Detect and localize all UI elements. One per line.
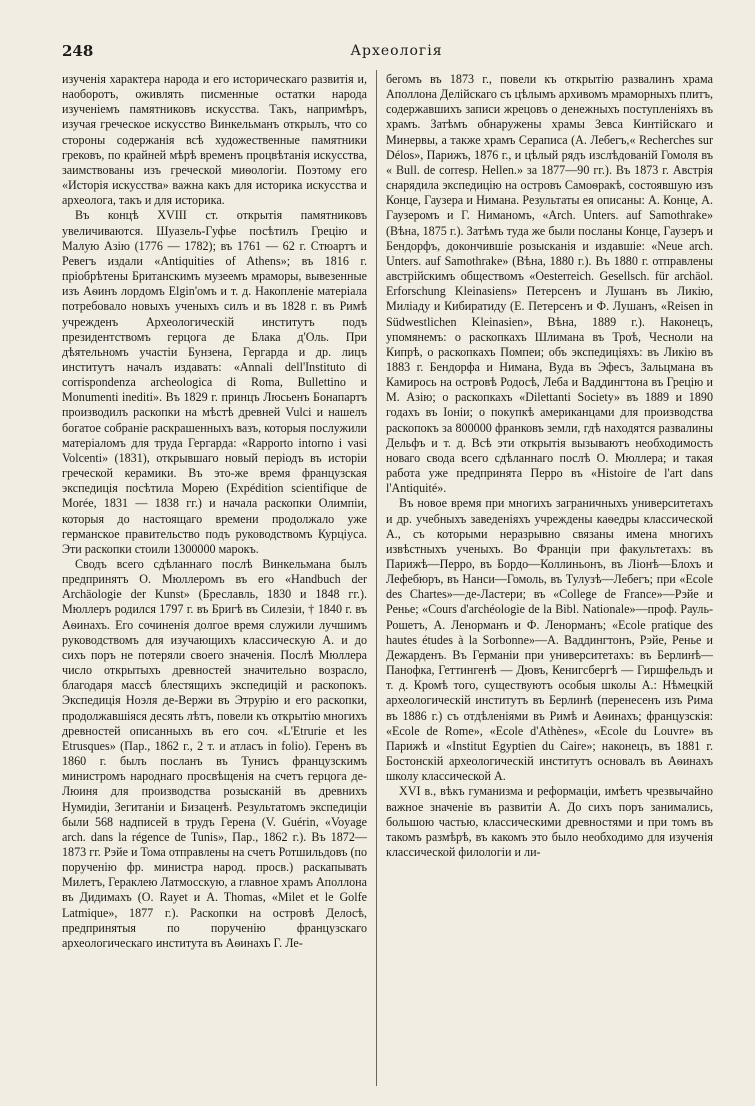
page-header bbox=[62, 42, 731, 64]
paragraph: Сводъ всего сдѣланнаго послѣ Винкельмана былъ предпринятъ О. Мюллеромъ въ его «Handbuch der Archäologie der Kunst» (Бреславль, 1830 и 1848 гг.). Мюллеръ родился 1797 г. въ Бригѣ въ Силезіи, † 1840 г. въ Аѳинахъ. Его сочиненія долгое время служили лучшимъ руководствомъ для изучающихъ классическую А. и до сихъ поръ не потеряли своего значенія. Послѣ Мюллера число открытыхъ древностей значительно возрасло, благодаря массѣ блестящихъ экспедицій и раскопокъ. Экспедиція Ноэля де-Вержи въ Этрурію и его раскопки, продолжавшіяся десять лѣтъ, повели къ открытію многихъ древностей описанныхъ въ его соч. «L'Etrurie et les Etrusques» (Пар., 1862 г., 2 т. и атласъ in folio). Геренъ въ 1860 г. былъ посланъ въ Тунисъ французскимъ министромъ народнаго просвѣщенія на счетъ герцога де-Люиня для производства розысканій въ древнихъ Нумидіи, Зегитаніи и Бизаценѣ. Результатомъ экспедиціи были 568 надписей в трудъ Герена (V. Guérin, «Voyage arch. dans la régence de Tunis», Пар., 1862 г.). Въ 1872—1873 гг. Рэйе и Тома отправлены на счетъ Ротшильдовъ (по порученію фр. министра народ. просв.) раскапывать Милетъ, Гераклею Латмосскую, а главное храмъ Аполлона въ Дидимахъ (O. Rayet и A. Thomas, «Milet et le Golfe Latmique», 1877 г.). Раскопки на островѣ Делосѣ, предпринятыя по порученію французскаго археологическаго института въ Аѳинахъ Г. Ле- bbox=[62, 557, 367, 950]
page-number: 248 bbox=[62, 42, 94, 60]
left-column bbox=[62, 72, 367, 1084]
paragraph: Въ новое время при многихъ заграничныхъ университетахъ и др. учебныхъ заведеніяхъ учреждены каѳедры классической А., съ которыми неразрывно связаны имена многихъ извѣстныхъ ученыхъ. Во Франціи при факультетахъ: въ Парижѣ—Перро, въ Бордо—Коллиньонъ, въ Ліонѣ—Блохъ и Лефебюръ, въ Нанси—Гомоль, въ Тулузѣ—Лебегъ; при «Ecole des Chartes»—де-Ластери; въ «College de France»—Рэйе и Ренье; «Cours d'archéologie de la Bibl. Nationale»—проф. Рауль-Рошетъ, А. Ленорманъ и Ф. Ленорманъ; «Ecole pratique des hautes études à la Sorbonne»—А. Ваддингтонъ, Рэйе, Ренье и Дежарденъ. Въ Германіи при университетахъ: въ Берлинѣ—Панофка, Геттингенѣ — Дювъ, Кенигсбергѣ — Гиршфельдъ и т. д. Кромѣ того, существуютъ особыя школы А.: Нѣмецкій археологическій институтъ въ Берлинѣ (перенесенъ изъ Рима въ 1886 г.) съ отдѣленіями въ Римѣ и Аѳинахъ; французскія: «Ecole de Rome», «Ecole d'Athènes», «Ecole du Louvre» въ Парижѣ и «Institut Egyptien du Caire»; наконецъ, въ 1881 г. Бостонскій археологическій институтъ основалъ въ Аѳинахъ школу классической А. bbox=[386, 496, 713, 784]
paragraph: изученія характера народа и его историческаго развитія и, наоборотъ, оживлять писменные остатки народа изученіемъ памятниковъ искусства. Такъ, напримѣръ, изучая греческое искусство Винкельманъ открылъ, что со стороны содержанія всѣ художественные памятники грековъ, по крайней мѣрѣ временъ процвѣтанія искусства, заимствованы изъ греческой миѳологіи. Поэтому его «Исторія искусства» важна какъ для историка искусства и археолога, такъ и для историка. bbox=[62, 72, 367, 208]
column-divider bbox=[376, 70, 377, 1086]
paragraph: XVI в., вѣкъ гуманизма и реформаціи, имѣетъ чрезвычайно важное значеніе въ развитіи А. До сихъ поръ занимались, большою частью, классическими древностями и при томъ въ такомъ размѣрѣ, въ какомъ это было необходимо для изученія классической филологіи и ли- bbox=[386, 784, 713, 859]
running-title: Археологія bbox=[350, 43, 443, 59]
paragraph: Въ концѣ XVIII ст. открытія памятниковъ увеличиваются. Шуазель-Гуфье посѣтилъ Грецію и Малую Азію (1776 — 1782); въ 1761 — 62 г. Стюартъ и Ревегъ издали «Antiquities of Athens»; въ 1816 г. пріобрѣтены Британскимъ музеемъ мраморы, вывезенные изъ Аѳинъ лордомъ Elgin'омъ и т. д. Накопленіе матеріала потребовало новыхъ ученыхъ силъ и въ 1828 г. въ Римѣ учрежденъ Археологическій институтъ подъ президентствомъ герцога де Блака д'Оль. При дѣятельномъ участіи Бунзена, Гергарда и др. лицъ институтъ началъ издавать: «Annali dell'Instituto di corrispondenza archeologica di Roma, Bullettino и Monumenti inediti». Въ 1829 г. принцъ Люсьенъ Бонапартъ производилъ раскопки на мѣстѣ древней Vulci и нашелъ богатое собраніе раскрашенныхъ вазъ, которыя послужили матеріаломъ для труда Гергарда: «Rapporto intorno i vasi Volcenti» (1831), открывшаго новый періодъ въ исторіи греческой керамики. Въ это-же время французская экспедиція посѣтила Морею (Expédition scientifique de Morée, 1831 — 1838 гг.) и начала раскопки Олимпіи, которыя до настоящаго времени продолжало уже германское правительство подъ руководствомъ Курціуса. Эти раскопки стоили 1300000 марокъ. bbox=[62, 208, 367, 556]
paragraph: бегомъ въ 1873 г., повели къ открытію развалинъ храма Аполлона Делійскаго съ цѣлымъ архивомъ мраморныхъ плитъ, содержавшихъ записи жрецовъ о денежныхъ поступленіяхъ въ храмъ. Затѣмъ обнаружены храмы Зевса Кинтійскаго и Минервы, а также храмъ Сераписа (A. Лебегъ,« Recherches sur Délos», Парижъ, 1876 г., и цѣлый рядъ изслѣдованій Гомоля въ « Bull. de corresp. Hellen.» за 1877—90 гг.). Въ 1873 г. Австрія снарядила экспедицію на островъ Самоѳракѣ, состоявшую изъ Конце, Гаузера и Нимана. Результаты ея описаны: A. Конце, А. Гаузеромъ и Г. Ниманомъ, «Arch. Unters. auf Samothrake» (Вѣна, 1875 г.). Затѣмъ туда же были посланы Конце, Гаузеръ и Бендорфъ, докончившіе розысканія и издавшіе: «Neue arch. Unters. auf Samothrake» (Вѣна, 1880 г.). Въ 1880 г. отправлены австрійскимъ обществомъ «Oesterreich. Gesellsch. für archäol. Erforschung Kleinasiens» Петерсенъ и Лушанъ въ Ликію, Миліаду и Кибиратиду (E. Петерсенъ и Ф. Лушанъ, «Reisen in Südwestlichen Kleinasien», Вѣна, 1889 г.). Наконецъ, упомянемъ: о раскопкахъ Шлимана въ Троѣ, Чесноли на Кипрѣ, о раскопкахъ Помпеи; объ экспедиціяхъ: въ Ликію въ 1883 г. Бендорфа и Нимана, Вуда въ Эфесъ, Зальцмана въ Камирось на островѣ Родосѣ, Леба и Ваддингтона въ Грецію и М. Азію; о раскопкахъ «Dilettanti Society» въ 1889 и 1890 годахъ въ Іоніи; о покупкѣ американцами для производства раскопокъ за 800000 франковъ земли, гдѣ находятся развалины Дельфъ и т. д. Всѣ эти открытія вызываютъ необходимость новаго свода всего сдѣланнаго послѣ О. Мюллера; и такая работа уже предпринята Перро въ «Histoire de l'art dans l'Antiquité». bbox=[386, 72, 713, 496]
right-column bbox=[386, 72, 713, 1084]
